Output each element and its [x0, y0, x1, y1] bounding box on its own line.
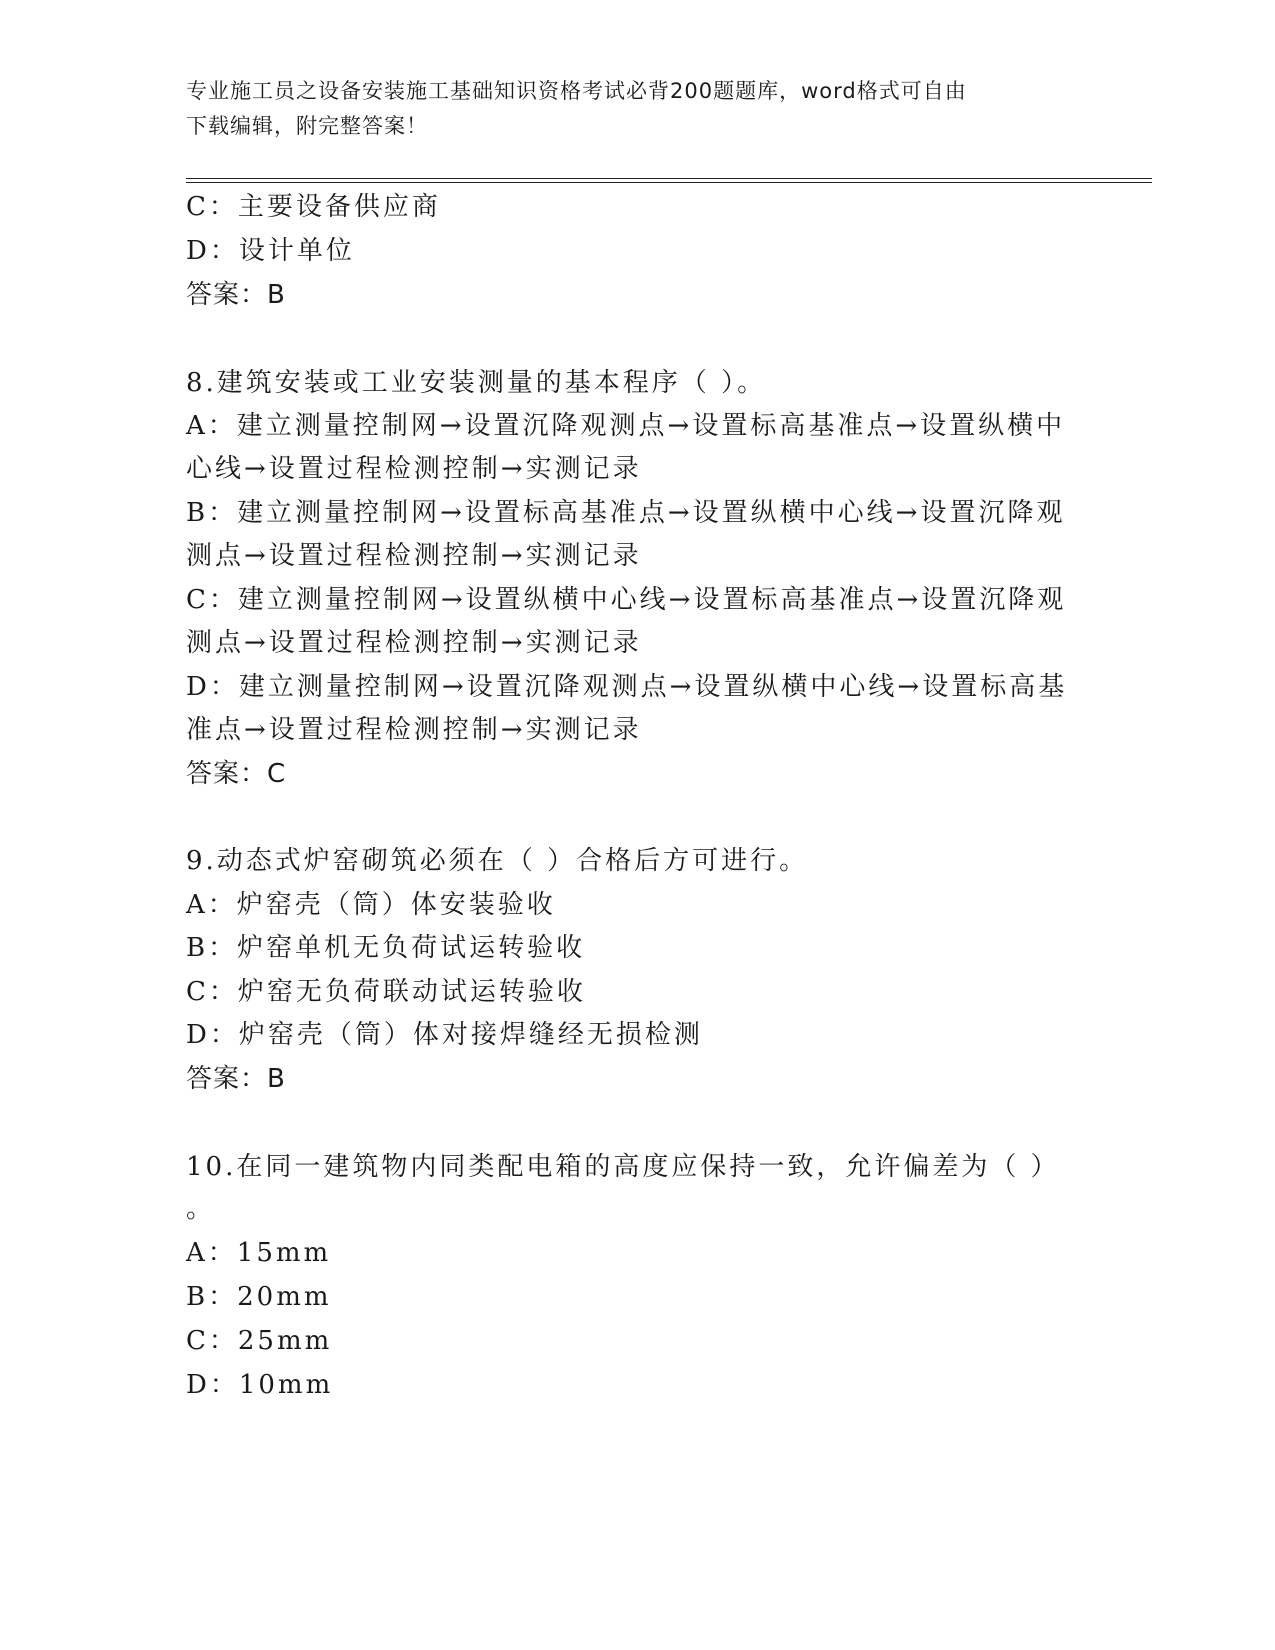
header-divider-bottom — [186, 182, 1152, 183]
q9-option-d: D：炉窑壳（筒）体对接焊缝经无损检测 — [186, 1020, 703, 1050]
q8-option-a-line-1: A：建立测量控制网→设置沉降观测点→设置标高基准点→设置纵横中 — [186, 411, 1066, 441]
q8-answer: 答案：C — [186, 759, 287, 789]
q9-answer: 答案：B — [186, 1064, 286, 1094]
q10-option-c: C：25mm — [186, 1326, 333, 1356]
q10-option-b: B：20mm — [186, 1282, 332, 1312]
q10-stem-line-2: 。 — [186, 1194, 216, 1224]
q10-option-d: D：10mm — [186, 1370, 334, 1400]
q8-stem: 8.建筑安装或工业安装测量的基本程序（ ）。 — [186, 368, 767, 398]
q8-option-d-line-2: 准点→设置过程检测控制→实测记录 — [186, 715, 642, 745]
q10-option-a: A：15mm — [186, 1238, 332, 1268]
q9-option-a: A：炉窑壳（筒）体安装验收 — [186, 890, 556, 920]
header-title-line-2: 下载编辑，附完整答案！ — [186, 114, 428, 138]
header-divider-top — [186, 178, 1152, 179]
q8-option-a-line-2: 心线→设置过程检测控制→实测记录 — [186, 454, 642, 484]
q8-option-b-line-2: 测点→设置过程检测控制→实测记录 — [186, 541, 642, 571]
q7-option-d: D：设计单位 — [186, 236, 355, 266]
q7-option-c: C：主要设备供应商 — [186, 192, 441, 222]
document-header — [186, 74, 1066, 144]
q8-option-d-line-1: D：建立测量控制网→设置沉降观测点→设置纵横中心线→设置标高基 — [186, 672, 1068, 702]
q10-stem-line-1: 10.在同一建筑物内同类配电箱的高度应保持一致，允许偏差为（ ） — [186, 1152, 1060, 1182]
q9-option-b: B：炉窑单机无负荷试运转验收 — [186, 933, 586, 963]
q9-stem: 9.动态式炉窑砌筑必须在（ ）合格后方可进行。 — [186, 846, 809, 876]
q8-option-c-line-2: 测点→设置过程检测控制→实测记录 — [186, 628, 642, 658]
q8-option-b-line-1: B：建立测量控制网→设置标高基准点→设置纵横中心线→设置沉降观 — [186, 498, 1066, 528]
q7-answer: 答案：B — [186, 280, 286, 310]
q9-option-c: C：炉窑无负荷联动试运转验收 — [186, 977, 586, 1007]
header-title-line-1: 专业施工员之设备安装施工基础知识资格考试必背200题题库，word格式可自由 — [186, 79, 967, 103]
q8-option-c-line-1: C：建立测量控制网→设置纵横中心线→设置标高基准点→设置沉降观 — [186, 585, 1067, 615]
